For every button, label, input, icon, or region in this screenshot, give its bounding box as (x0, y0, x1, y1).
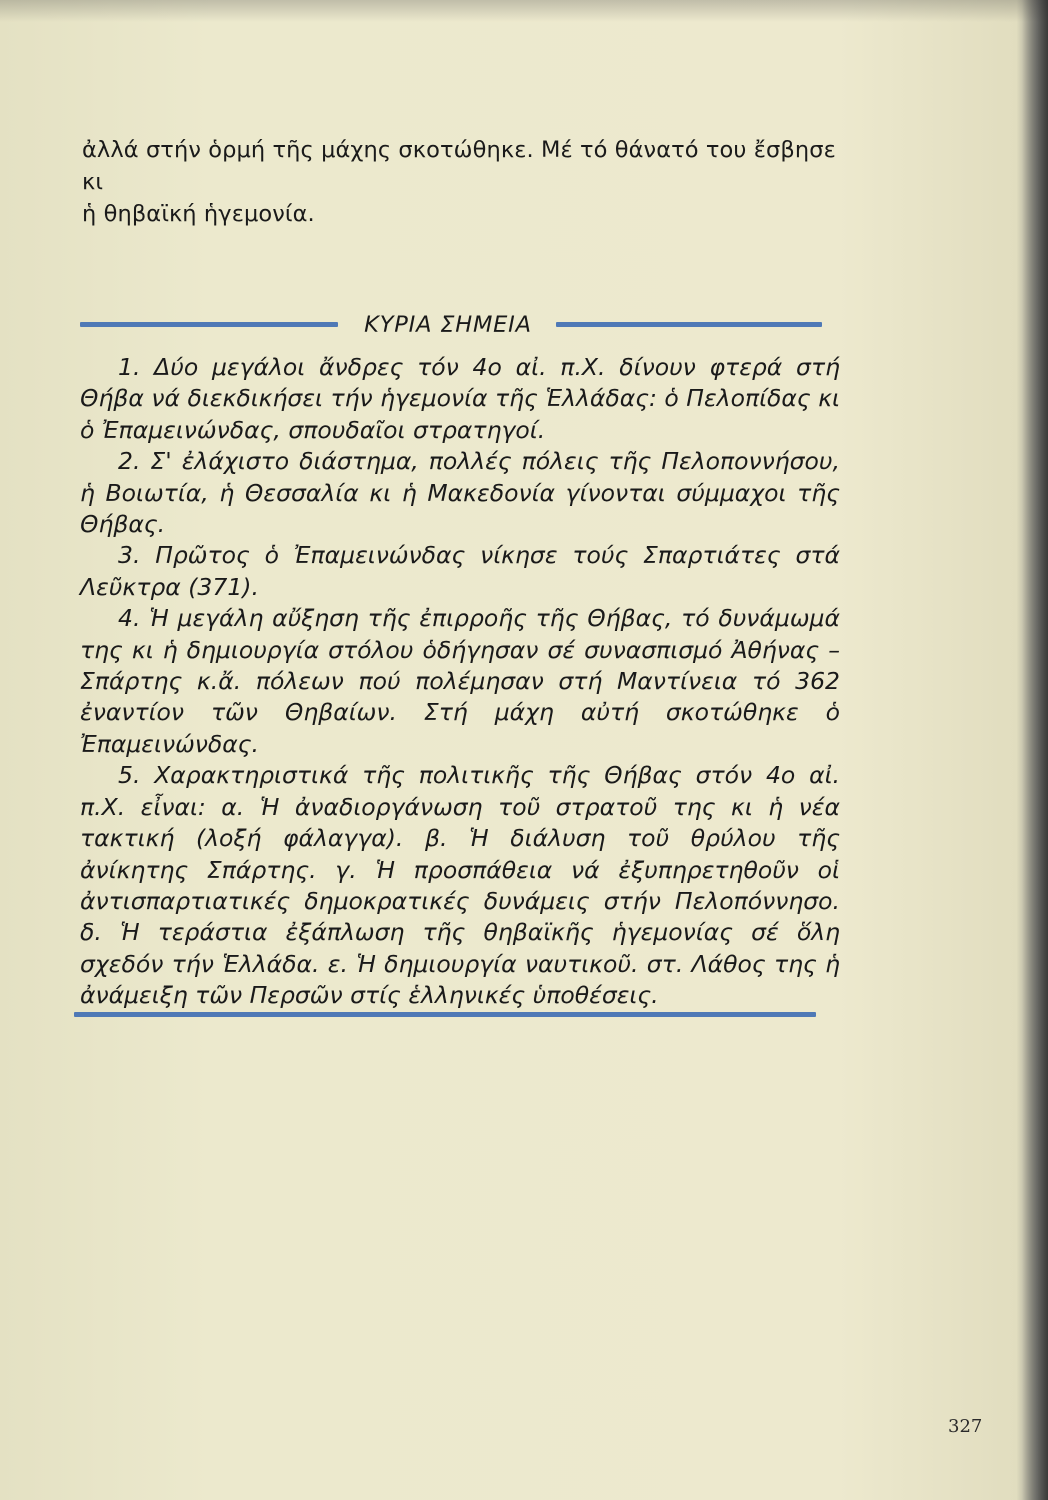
heading-rule-right (556, 322, 822, 327)
key-point-2: 2. Σ' ἐλάχιστο διάστημα, πολλές πόλεις τῆς Πελοποννήσου, ἡ Βοιωτία, ἡ Θεσσαλία κι ἡ Μακεδονία γίνονται σύμμαχοι τῆς Θήβας. (80, 447, 840, 539)
section-heading: ΚΥΡΙΑ ΣΗΜΕΙΑ (364, 312, 532, 338)
heading-rule-left (80, 322, 338, 327)
page-edge-shadow (1022, 0, 1048, 1500)
intro-paragraph (82, 134, 842, 230)
intro-line-2: ἡ θηβαϊκή ἡγεμονία. (82, 201, 315, 227)
key-point-1: 1. Δύο μεγάλοι ἄνδρες τόν 4ο αἰ. π.Χ. δίνουν φτερά στή Θήβα νά διεκδικήσει τήν ἡγεμονία τῆς Ἑλλάδας: ὁ Πελοπίδας κι ὁ Ἐπαμεινώνδας, σπουδαῖοι στρατηγοί. (80, 353, 840, 444)
section-bottom-rule (74, 1012, 816, 1017)
page-number: 327 (948, 1416, 983, 1437)
key-point-5: 5. Χαρακτηριστικά τῆς πολιτικῆς τῆς Θήβας στόν 4ο αἰ. π.Χ. εἶναι: α. Ἡ ἀναδιοργάνωση τοῦ στρατοῦ της κι ἡ νέα τακτική (λοξή φάλαγγα). β. Ἡ διάλυση τοῦ θρύλου τῆς ἀνίκητης Σπάρτης. γ. Ἡ προσπάθεια νά ἐξυπηρετηθοῦν οἱ ἀντισπαρτιατικές δημοκρατικές δυνάμεις στήν Πελοπόννησο. δ. Ἡ τεράστια ἐξάπλωση τῆς θηβαϊκῆς ἡγεμονίας σέ ὅλη σχεδόν τήν Ἑλλάδα. ε. Ἡ δημιουργία ναυτικοῦ. στ. Λάθος της ἡ ἀνάμειξη τῶν Περσῶν στίς ἑλληνικές ὑποθέσεις. (80, 761, 840, 1010)
key-points-list (80, 352, 840, 1012)
intro-line-1: ἀλλά στήν ὁρμή τῆς μάχης σκοτώθηκε. Μέ τό θάνατό του ἔσβησε κι (82, 137, 836, 195)
page-top-shadow (0, 0, 1048, 22)
section-heading-row (80, 310, 822, 340)
key-point-4: 4. Ἡ μεγάλη αὔξηση τῆς ἐπιρροῆς τῆς Θήβας, τό δυνάμωμά της κι ἡ δημιουργία στόλου ὁδήγησαν σέ συνασπισμό Ἀθήνας – Σπάρτης κ.ἄ. πόλεων πού πολέμησαν στή Μαντίνεια τό 362 ἐναντίον τῶν Θηβαίων. Στή μάχη αὐτή σκοτώθηκε ὁ Ἐπαμεινώνδας. (80, 604, 840, 758)
key-point-3: 3. Πρῶτος ὁ Ἐπαμεινώνδας νίκησε τούς Σπαρτιάτες στά Λεῦκτρα (371). (80, 541, 840, 601)
